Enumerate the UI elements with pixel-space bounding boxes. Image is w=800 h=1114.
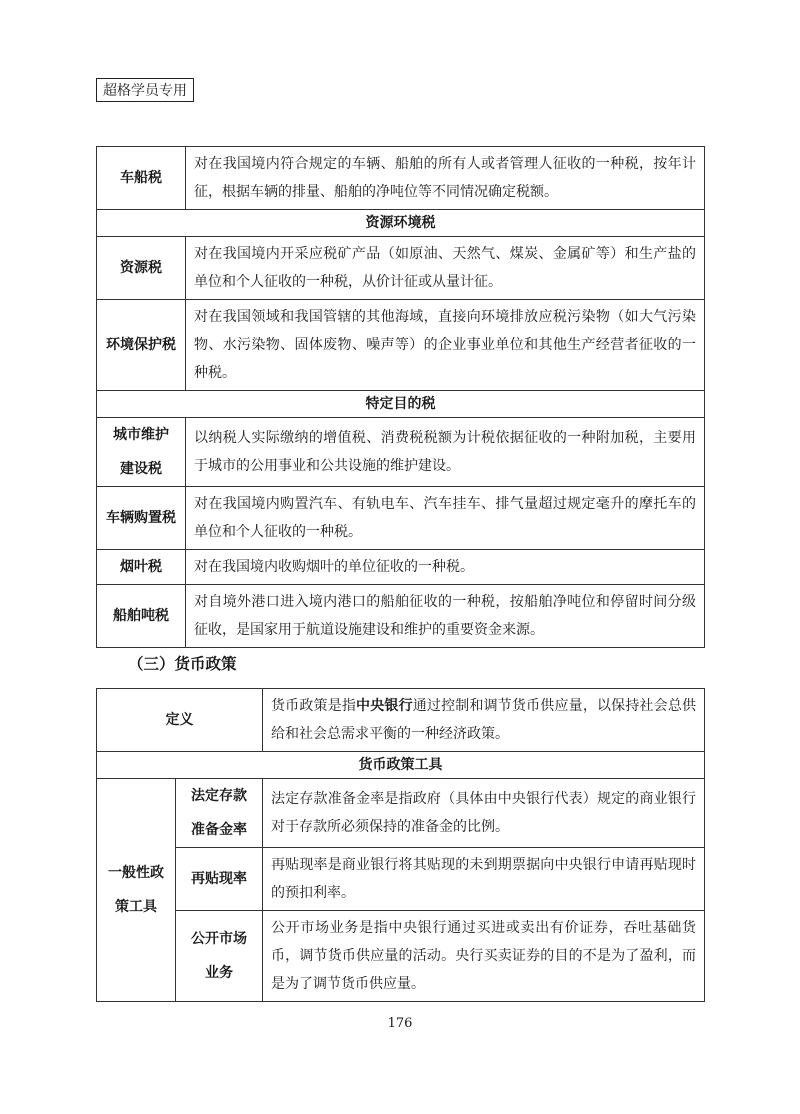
section-title: 资源环境税 <box>97 210 705 237</box>
tax-desc: 对在我国领域和我国管辖的其他海域，直接向环境排放应税污染物（如大气污染物、水污染物、固体废物、噪声等）的企业事业单位和其他生产经营者征收的一种税。 <box>186 300 705 391</box>
tool-name: 再贴现率 <box>176 848 263 911</box>
table-row <box>97 147 705 210</box>
tool-name: 法定存款准备金率 <box>176 779 263 848</box>
tool-name: 公开市场业务 <box>176 911 263 1002</box>
tax-desc: 对在我国境内符合规定的车辆、船舶的所有人或者管理人征收的一种税，按年计征，根据车辆的排量、船舶的净吨位等不同情况确定税额。 <box>186 147 705 210</box>
definition-text <box>263 689 705 752</box>
tax-name: 环境保护税 <box>97 300 186 391</box>
tax-desc: 对自境外港口进入境内港口的船舶征收的一种税，按船舶净吨位和停留时间分级征收，是国家用于航道设施建设和维护的重要资金来源。 <box>186 585 705 648</box>
section-row <box>97 752 705 779</box>
table-row <box>97 550 705 585</box>
tool-desc: 法定存款准备金率是指政府（具体由中央银行代表）规定的商业银行对于存款所必须保持的准备金的比例。 <box>263 779 705 848</box>
table-row <box>97 300 705 391</box>
tax-name: 车船税 <box>97 147 186 210</box>
tool-group-label: 一般性政策工具 <box>97 779 176 1002</box>
tax-desc: 对在我国境内购置汽车、有轨电车、汽车挂车、排气量超过规定毫升的摩托车的单位和个人征收的一种税。 <box>186 487 705 550</box>
definition-keyword: 中央银行 <box>356 698 413 714</box>
tax-desc: 对在我国境内开采应税矿产品（如原油、天然气、煤炭、金属矿等）和生产盐的单位和个人征收的一种税，从价计征或从量计征。 <box>186 237 705 300</box>
tax-name: 城市维护建设税 <box>97 418 186 487</box>
definition-text-pre: 货币政策是指 <box>271 698 357 714</box>
table-row <box>97 487 705 550</box>
tool-desc: 再贴现率是商业银行将其贴现的未到期票据向中央银行申请再贴现时的预扣利率。 <box>263 848 705 911</box>
definition-text-post: 通过控制和调节货币供应量，以保持社会总供给和社会总需求平衡的一种经济政策。 <box>271 698 697 742</box>
tax-table <box>96 146 705 648</box>
table-row <box>97 911 705 1002</box>
table-row <box>97 848 705 911</box>
table-row <box>97 418 705 487</box>
section-title: 货币政策工具 <box>97 752 705 779</box>
tax-name: 烟叶税 <box>97 550 186 585</box>
tax-name: 车辆购置税 <box>97 487 186 550</box>
page-number: 176 <box>387 1016 413 1031</box>
definition-label: 定义 <box>97 689 263 752</box>
tool-desc: 公开市场业务是指中央银行通过买进或卖出有价证券，吞吐基础货币，调节货币供应量的活动。央行买卖证券的目的不是为了盈利，而是为了调节货币供应量。 <box>263 911 705 1002</box>
tax-name: 船舶吨税 <box>97 585 186 648</box>
table-row <box>97 779 705 848</box>
section-heading: （三）货币政策 <box>128 654 237 673</box>
tax-name: 资源税 <box>97 237 186 300</box>
tax-desc: 对在我国境内收购烟叶的单位征收的一种税。 <box>186 550 705 585</box>
header-tag: 超格学员专用 <box>96 78 194 102</box>
section-row <box>97 210 705 237</box>
section-row <box>97 391 705 418</box>
table-row <box>97 585 705 648</box>
monetary-policy-table <box>96 688 705 1002</box>
tax-desc: 以纳税人实际缴纳的增值税、消费税税额为计税依据征收的一种附加税，主要用于城市的公用事业和公共设施的维护建设。 <box>186 418 705 487</box>
table-row <box>97 237 705 300</box>
section-title: 特定目的税 <box>97 391 705 418</box>
table-row <box>97 689 705 752</box>
